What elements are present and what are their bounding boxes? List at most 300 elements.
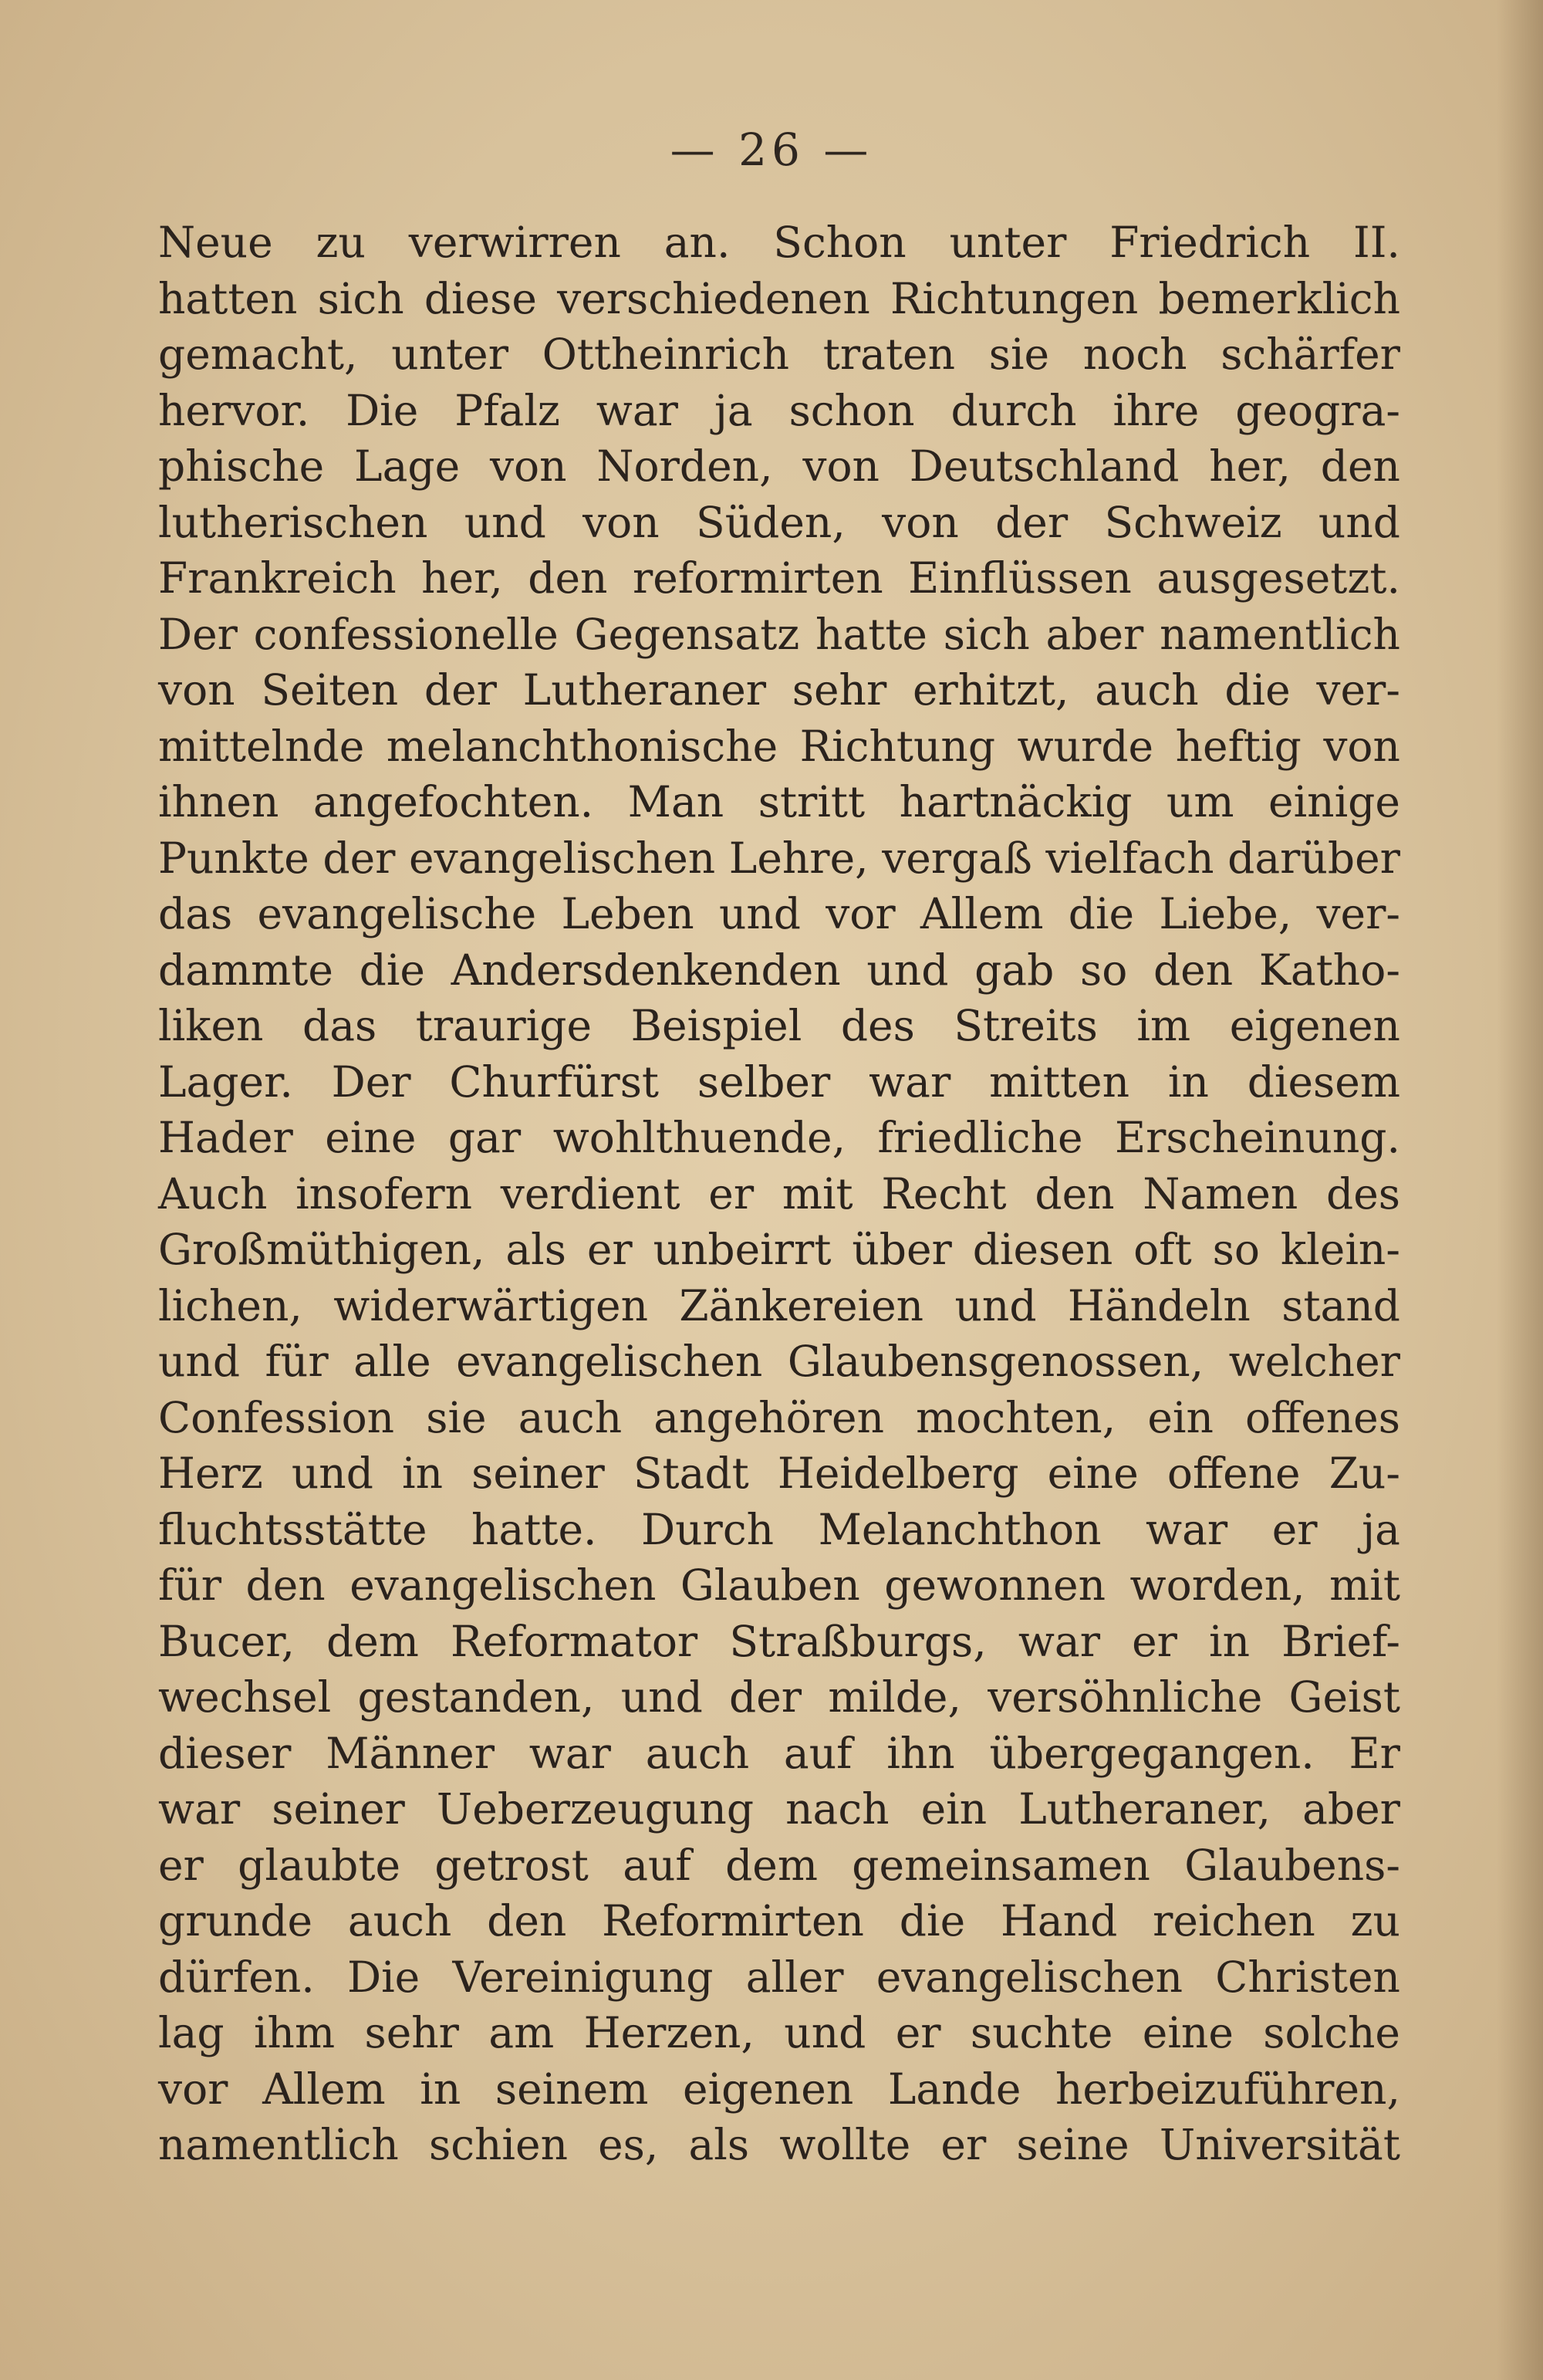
word: auf [783,1728,853,1778]
word: gab [974,945,1055,995]
word: Andersdenkenden [451,945,841,995]
word: so [1079,945,1128,995]
word: war [528,1728,611,1778]
word: ihre [1113,385,1200,435]
word: Norden, [596,441,773,491]
word: Deutschland [909,441,1180,491]
word: wechsel [158,1672,332,1722]
word: den [528,553,608,603]
word: friedliche [877,1113,1083,1162]
word: der [995,497,1069,547]
word: und [866,945,949,995]
word: Zänkereien [679,1280,924,1330]
word: Christen [1215,1952,1400,2002]
word: darüber [1227,833,1400,883]
word: sie [988,330,1050,379]
word: auch [518,1392,623,1442]
word: versöhnliche [988,1672,1263,1722]
word: von [158,665,235,715]
word: das [302,1001,377,1050]
word: Seiten [261,665,399,715]
word: durch [950,385,1077,435]
word: von [802,441,880,491]
word: und [158,1337,241,1386]
word: Hand [1000,1896,1118,1946]
word: glaubte [238,1840,401,1890]
word: reformirten [632,553,883,603]
word: suchte [970,2008,1113,2057]
word: den [1320,441,1400,491]
word: Ottheinrich [542,330,790,379]
word: Leben [561,889,694,938]
text-line [158,1278,1400,1334]
word: Frankreich [158,553,397,603]
word: Heidelberg [777,1449,1019,1498]
word: evangelischen [456,1337,763,1386]
word: schien [428,2120,568,2169]
word: ihn [886,1728,955,1778]
word: Händeln [1067,1280,1251,1330]
word: den [1153,945,1234,995]
text-line [158,2117,1400,2173]
word: Schweiz [1104,497,1282,547]
word: aber [1302,1784,1400,1834]
word: das [158,889,233,938]
word: mochten, [916,1392,1116,1442]
word: ver- [1316,665,1400,715]
word: ein [1147,1392,1214,1442]
word: worden, [1129,1560,1305,1610]
word: wurde [1017,721,1154,771]
word: übergegangen. [989,1728,1315,1778]
word: zu [316,218,366,267]
word: von [489,441,567,491]
word: noch [1082,330,1187,379]
word: diesen [972,1225,1113,1274]
word: auch [1095,665,1199,715]
word: auch [347,1896,452,1946]
text-line [158,215,1400,271]
word: an. [663,218,731,267]
word: her, [1209,441,1291,491]
text-line [158,1502,1400,1558]
word: hatten [158,273,298,323]
word: Herz [158,1449,263,1498]
word: offenes [1245,1392,1400,1442]
word: Neue [158,218,273,267]
word: Hader [158,1113,293,1162]
word: gar [447,1113,522,1162]
word: Universität [1159,2120,1400,2169]
word: im [1136,1001,1191,1050]
word: eine [325,1113,417,1162]
word: er [895,2008,941,2057]
word: die [1068,889,1135,938]
word: solche [1263,2008,1400,2057]
word: mit [1329,1560,1400,1610]
word: Straßburgs, [729,1616,987,1666]
word: namentlich [158,2120,399,2169]
word: Pfalz [454,385,560,435]
word: Schon [773,218,907,267]
word: sehr [792,665,887,715]
word: Bucer, [158,1616,295,1666]
word: der [424,665,497,715]
word: um [1166,777,1234,827]
word: unter [391,330,508,379]
word: von [882,497,959,547]
word: Friedrich [1109,218,1311,267]
word: evangelische [257,889,537,938]
text-line [158,2061,1400,2118]
text-line [158,438,1400,495]
word: er [586,1225,633,1274]
text-line [158,886,1400,942]
word: liken [158,1001,264,1050]
word: hatte [815,609,927,659]
word: die [899,1896,966,1946]
word: für [265,1337,329,1386]
word: angefochten. [312,777,594,827]
word: Allem [920,889,1044,938]
word: Melanchthon [818,1504,1102,1554]
text-line [158,774,1400,830]
word: sich [317,273,404,323]
word: Namen [1143,1168,1298,1219]
word: sehr [364,2008,459,2057]
word: nach [785,1784,890,1834]
word: offene [1167,1449,1301,1498]
word: war [869,1056,951,1107]
word: Er [1349,1728,1400,1778]
word: und [291,1449,373,1498]
word: Glaubens- [1184,1840,1400,1890]
word: Richtung [799,721,996,771]
word: er [1271,1504,1318,1554]
word: klein- [1280,1225,1400,1274]
word: vergaß [882,833,1032,883]
text-line [158,718,1400,775]
word: verwirren [408,218,621,267]
word: in [1167,1056,1209,1107]
word: Streits [954,1001,1098,1050]
word: ja [714,385,753,435]
word: Herzen, [583,2008,755,2057]
word: er [1132,1616,1177,1666]
text-line [158,998,1400,1054]
word: war [596,385,678,435]
word: Durch [641,1504,775,1554]
text-line [158,1781,1400,1837]
word: seinem [495,2064,649,2114]
word: und [620,1672,703,1722]
word: die [359,945,425,995]
word: Auch [158,1168,268,1219]
word: Recht [881,1168,1007,1219]
word: stritt [758,777,866,827]
word: erhitzt, [912,665,1069,715]
text-line [158,2005,1400,2061]
word: vor [826,889,896,938]
word: Der [158,609,238,659]
word: Richtungen [890,273,1139,323]
word: vor [158,2064,228,2114]
word: hervor. [158,385,310,435]
word: reichen [1153,1896,1315,1946]
word: den [245,1560,326,1610]
word: und [954,1280,1037,1330]
word: Beispiel [630,1001,802,1050]
word: herbeizuführen, [1055,2064,1400,2114]
word: und [784,2008,866,2057]
text-line [158,662,1400,718]
word: Punkte [158,833,309,883]
word: einige [1268,777,1400,827]
word: von [1323,721,1400,771]
word: des [1326,1168,1400,1219]
word: Stadt [633,1449,749,1498]
word: unter [949,218,1067,267]
word: Lager. [158,1056,293,1107]
word: Brief- [1281,1616,1400,1666]
word: Geist [1288,1672,1400,1722]
word: gemeinsamen [852,1840,1150,1890]
word: heftig [1175,721,1302,771]
word: als [688,2120,750,2169]
word: seine [1016,2120,1129,2169]
word: ja [1362,1504,1400,1554]
word: Katho- [1258,945,1400,995]
word: grunde [158,1896,313,1946]
word: namentlich [1160,609,1400,659]
word: gestanden, [357,1672,595,1722]
word: dieser [158,1728,292,1778]
word: schon [788,385,915,435]
word: lutherischen [158,497,428,547]
text-line [158,1669,1400,1726]
word: melanchthonische [386,721,778,771]
word: den [1035,1168,1115,1219]
body-text [158,215,1400,2173]
word: zu [1350,1896,1400,1946]
word: ein [920,1784,988,1834]
word: des [840,1001,915,1050]
word: mit [782,1168,853,1219]
text-line [158,326,1400,383]
word: her, [421,553,503,603]
word: gemacht, [158,330,358,379]
word: auch [645,1728,750,1778]
word: phische [158,441,325,491]
word: ihnen [158,777,279,827]
word: Zu- [1329,1449,1400,1498]
text-line [158,1222,1400,1278]
word: hatte. [471,1504,597,1554]
word: eigenen [1229,1001,1400,1050]
word: Gegensatz [574,609,800,659]
word: Churfürst [449,1056,660,1107]
word: in [402,1449,444,1498]
word: Großmüthigen, [158,1225,485,1274]
word: Ueberzeugung [436,1784,755,1834]
word: der [322,833,396,883]
word: fluchtsstätte [158,1504,427,1554]
word: und [1318,497,1400,547]
text-line [158,1949,1400,2006]
word: dem [725,1840,818,1890]
word: eigenen [682,2064,854,2114]
text-line [158,1166,1400,1222]
word: lichen, [158,1280,302,1330]
word: dammte [158,945,333,995]
text-line [158,1054,1400,1111]
word: getrost [434,1840,589,1890]
word: ausgesetzt. [1156,553,1400,603]
word: widerwärtigen [333,1280,648,1330]
word: traten [822,330,956,379]
text-line [158,1110,1400,1166]
word: mitten [989,1056,1130,1107]
word: seiner [272,1784,405,1834]
word: Die [346,385,419,435]
word: schärfer [1221,330,1400,379]
word: so [1212,1225,1260,1274]
word: II. [1352,218,1400,267]
word: Männer [326,1728,495,1778]
word: evangelischen [876,1952,1183,2002]
word: der [729,1672,802,1722]
text-line [158,495,1400,551]
word: in [1209,1616,1251,1666]
word: er [940,2120,987,2169]
word: sich [943,609,1030,659]
word: Allem [262,2064,386,2114]
word: vielfach [1045,833,1214,883]
word: seiner [471,1449,605,1498]
word: Lutheraner [522,665,767,715]
word: ihm [253,2008,336,2057]
word: war [1146,1504,1228,1554]
word: diesem [1247,1056,1400,1107]
word: mittelnde [158,721,365,771]
text-line [158,830,1400,887]
word: aber [1045,609,1144,659]
word: dem [326,1616,419,1666]
text-line [158,942,1400,999]
word: in [420,2064,461,2114]
word: Vereinigung [452,1952,714,2002]
word: lag [158,2008,225,2057]
word: confessionelle [253,609,559,659]
word: gewonnen [884,1560,1106,1610]
word: evangelischen [349,1560,657,1610]
word: hartnäckig [899,777,1133,827]
word: Lande [887,2064,1021,2114]
word: wollte [779,2120,911,2169]
word: ver- [1316,889,1400,938]
word: es, [598,2120,659,2169]
word: aller [745,1952,844,2002]
word: Liebe, [1159,889,1292,938]
word: Einflüssen [908,553,1132,603]
word: milde, [828,1672,961,1722]
word: Erscheinung. [1114,1113,1400,1162]
word: verdient [500,1168,680,1219]
word: eine [1142,2008,1234,2057]
word: Glaubensgenossen, [787,1337,1204,1386]
word: insofern [295,1168,473,1219]
word: für [158,1560,222,1610]
word: war [1018,1616,1101,1666]
word: Lutheraner, [1018,1784,1271,1834]
word: Die [347,1952,420,2002]
word: stand [1281,1280,1400,1330]
word: geogra- [1235,385,1400,435]
text-line [158,1390,1400,1446]
text-line [158,1445,1400,1502]
word: eine [1047,1449,1139,1498]
word: Glauben [680,1560,860,1610]
text-line [158,1837,1400,1894]
word: und [464,497,546,547]
word: war [158,1784,241,1834]
text-line [158,1614,1400,1670]
word: verschiedenen [557,273,870,323]
text-line [158,383,1400,439]
word: über [852,1225,952,1274]
word: die [1224,665,1291,715]
word: diese [424,273,537,323]
word: Süden, [696,497,846,547]
word: Man [627,777,724,827]
text-line [158,271,1400,327]
word: Confession [158,1392,395,1442]
word: Reformirten [602,1896,864,1946]
word: alle [353,1337,431,1386]
word: dürfen. [158,1952,315,2002]
word: und [718,889,801,938]
word: angehören [653,1392,885,1442]
word: sie [426,1392,487,1442]
word: bemerklich [1158,273,1400,323]
word: auf [623,1840,691,1890]
word: Der [331,1056,411,1107]
word: unbeirrt [653,1225,832,1274]
text-line [158,1726,1400,1782]
word: evangelischen [409,833,716,883]
word: den [487,1896,567,1946]
word: er [158,1840,204,1890]
word: von [582,497,660,547]
word: traurige [415,1001,593,1050]
page-number: — 26 — [670,123,873,176]
word: am [488,2008,555,2057]
word: Lehre, [728,833,869,883]
word: oft [1133,1225,1192,1274]
text-line [158,607,1400,663]
word: Reformator [451,1616,698,1666]
word: selber [697,1056,831,1107]
word: als [505,1225,566,1274]
text-line [158,1893,1400,1949]
text-line [158,1557,1400,1614]
word: wohlthuende, [552,1113,846,1162]
word: er [708,1168,755,1219]
word: Lage [354,441,461,491]
text-line [158,550,1400,607]
word: welcher [1228,1337,1400,1386]
text-line [158,1334,1400,1390]
